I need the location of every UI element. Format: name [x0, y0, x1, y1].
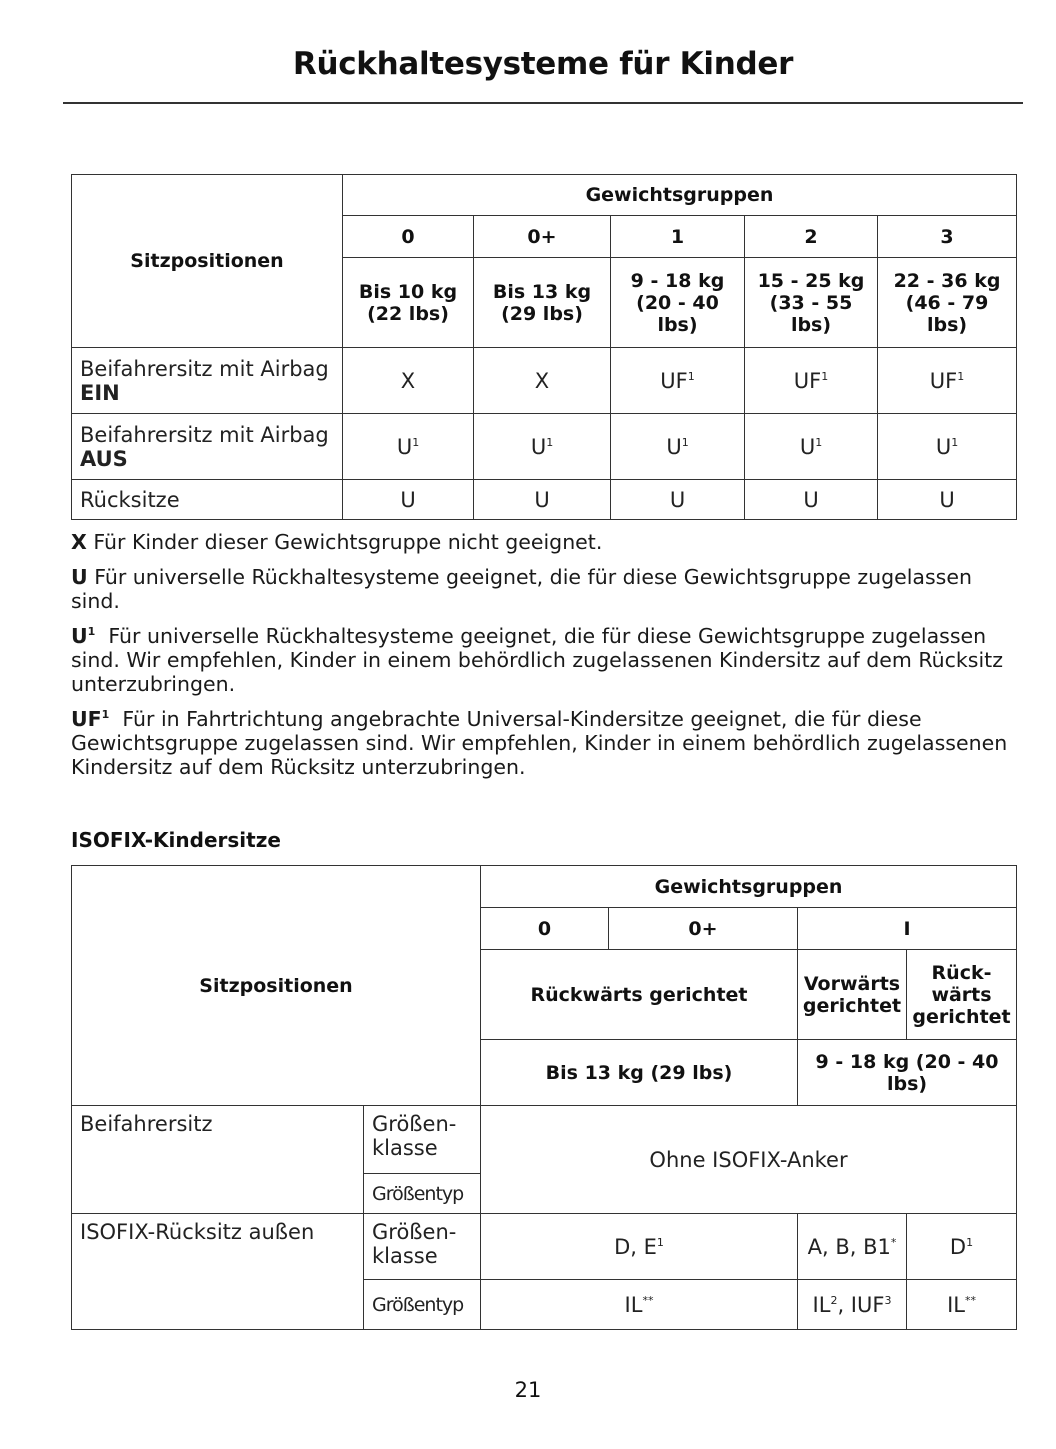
weight-range: 9 - 18 kg (20 - 40 lbs) [798, 1040, 1017, 1106]
seat-position-label: ISOFIX-Rücksitz außen [72, 1214, 364, 1330]
isofix-table [71, 865, 1017, 1330]
suitability-cell: $UF^1$ [878, 348, 1017, 414]
group-header: 0 [481, 908, 609, 950]
seat-position-label: Beifahrersitz [72, 1106, 364, 1214]
size-class-cell: A, B, B1* [798, 1214, 907, 1280]
suitability-cell: $U^1$ [343, 414, 474, 480]
group-header: 1 [611, 216, 745, 258]
no-isofix-cell: Ohne ISOFIX-Anker [481, 1106, 1017, 1214]
size-class-cell: $D^1$ [907, 1214, 1017, 1280]
weight-groups-header: Gewichtsgruppen [343, 175, 1017, 216]
section-title: ISOFIX-Kindersitze [71, 828, 281, 852]
suitability-cell: U [343, 480, 474, 520]
size-type-label: Größentyp [364, 1280, 481, 1330]
suitability-cell: $U^1$ [878, 414, 1017, 480]
direction-header: Rück- wärts gerichtet [907, 950, 1017, 1040]
group-header: I [798, 908, 1017, 950]
note: X Für Kinder dieser Gewichtsgruppe nicht geeignet. [71, 530, 603, 554]
suitability-cell: U [745, 480, 878, 520]
weight-groups-table [71, 174, 1017, 520]
weight-range: Bis 10 kg (22 lbs) [343, 258, 474, 348]
size-class-cell: D, $E^1$ [481, 1214, 798, 1280]
size-class-label: Größen- klasse [364, 1214, 481, 1280]
page-title: Rückhaltesysteme für Kinder [292, 46, 794, 82]
note: U Für universelle Rückhaltesysteme geeignet, die für diese Gewichtsgruppe zugelassen sind. [71, 565, 972, 613]
page-number: 21 [514, 1378, 542, 1402]
suitability-cell: $U^1$ [474, 414, 611, 480]
suitability-cell: $U^1$ [611, 414, 745, 480]
weight-range: 9 - 18 kg (20 - 40 lbs) [611, 258, 745, 348]
direction-header: Rückwärts gerichtet [481, 950, 798, 1040]
weight-range: 15 - 25 kg (33 - 55 lbs) [745, 258, 878, 348]
group-header: 3 [878, 216, 1017, 258]
size-type-cell: IL** [481, 1280, 798, 1330]
seat-position-header: Sitzpositionen [72, 175, 343, 348]
seat-position-label: Beifahrersitz mit Airbag AUS [72, 414, 343, 480]
weight-range: Bis 13 kg (29 lbs) [481, 1040, 798, 1106]
legend-notes [71, 530, 1021, 790]
suitability-cell: U [878, 480, 1017, 520]
suitability-cell: $UF^1$ [745, 348, 878, 414]
direction-header: Vorwärts gerichtet [798, 950, 907, 1040]
size-type-label: Größentyp [364, 1174, 481, 1214]
group-header: 0 [343, 216, 474, 258]
note: $UF^1$ Für in Fahrtrichtung angebrachte Universal-Kindersitze geeignet, die für diese Gewichtsgruppe zugelassen sind. Wir empfehlen, Kinder in einem behördlich zugelassenen Kindersitz auf dem Rücksitz unterzubringen. [71, 707, 1008, 779]
seat-position-label: Rücksitze [72, 480, 343, 520]
note: $U^1$ Für universelle Rückhaltesysteme geeignet, die für diese Gewichtsgruppe zugelassen sind. Wir empfehlen, Kinder in einem behördlich zugelassenen Kindersitz auf dem Rücksitz unterzubringen. [71, 624, 1003, 696]
suitability-cell: U [474, 480, 611, 520]
suitability-cell: X [343, 348, 474, 414]
suitability-cell: $U^1$ [745, 414, 878, 480]
suitability-cell: $UF^1$ [611, 348, 745, 414]
suitability-cell: U [611, 480, 745, 520]
size-class-label: Größen- klasse [364, 1106, 481, 1174]
size-type-cell: $IL^2$, IUF$^3$ [798, 1280, 907, 1330]
weight-range: 22 - 36 kg (46 - 79 lbs) [878, 258, 1017, 348]
suitability-cell: X [474, 348, 611, 414]
title-divider [63, 102, 1023, 104]
weight-groups-header: Gewichtsgruppen [481, 866, 1017, 908]
size-type-cell: IL** [907, 1280, 1017, 1330]
weight-range: Bis 13 kg (29 lbs) [474, 258, 611, 348]
group-header: 0+ [609, 908, 798, 950]
group-header: 2 [745, 216, 878, 258]
seat-position-label: Beifahrersitz mit Airbag EIN [72, 348, 343, 414]
group-header: 0+ [474, 216, 611, 258]
seat-position-header: Sitzpositionen [72, 866, 481, 1106]
